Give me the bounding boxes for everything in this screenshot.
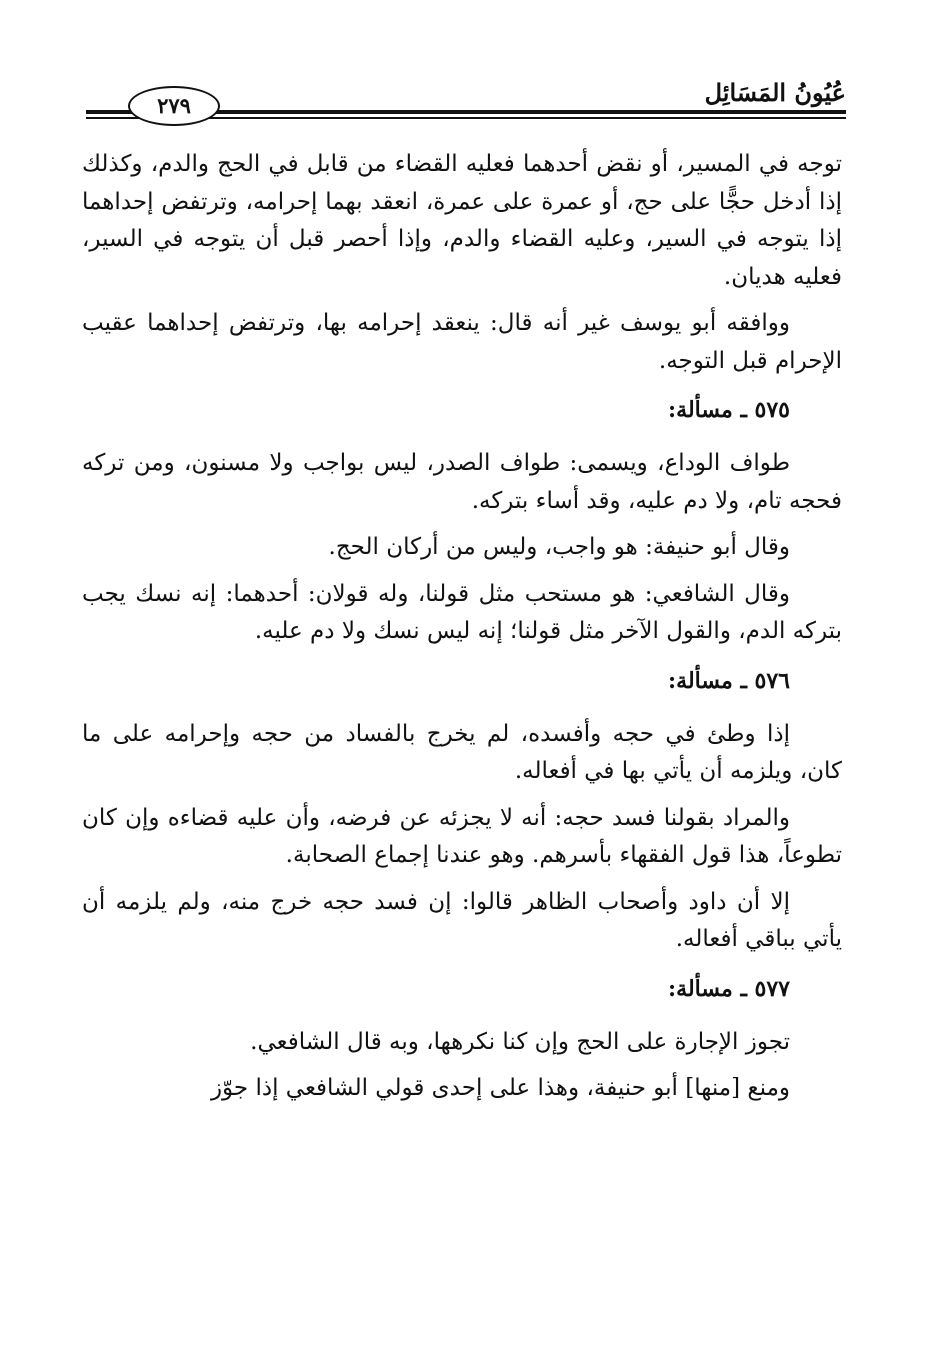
- page-body: [82, 146, 842, 1117]
- page-header: [86, 72, 846, 128]
- masala-heading-575: ٥٧٥ ـ مسألة:: [668, 397, 790, 423]
- paragraph: طواف الوداع، ويسمى: طواف الصدر، ليس بواجب ولا مسنون، ومن تركه فحجه تام، ولا دم عليه، وقد أساء بتركه.: [82, 450, 842, 514]
- paragraph-continued: توجه في المسير، أو نقض أحدهما فعليه القضاء من قابل في الحج والدم، وكذلك إذا أدخل حجًّا على حج، أو عمرة على عمرة، انعقد بهما إحرامه، وترتفض إحداهما إذا يتوجه في السير، وعليه القضاء والدم، وإذا أحصر قبل أن يتوجه في السير، فعليه هديان.: [82, 151, 842, 290]
- paragraph: تجوز الإجارة على الحج وإن كنا نكرهها، وبه قال الشافعي.: [250, 1028, 790, 1055]
- running-title: عُيُونُ المَسَائِل: [704, 78, 846, 107]
- paragraph: إذا وطئ في حجه وأفسده، لم يخرج بالفساد من حجه وإحرامه على ما كان، ويلزمه أن يأتي بها في أفعاله.: [82, 720, 842, 784]
- paragraph: إلا أن داود وأصحاب الظاهر قالوا: إن فسد حجه خرج منه، ولم يلزمه أن يأتي بباقي أفعاله.: [82, 888, 842, 952]
- masala-heading-576: ٥٧٦ ـ مسألة:: [668, 667, 790, 694]
- paragraph: وقال الشافعي: هو مستحب مثل قولنا، وله قولان: أحدهما: إنه نسك يجب بتركه الدم، والقول الآخر مثل قولنا؛ إنه ليس نسك ولا دم عليه.: [82, 580, 842, 644]
- paragraph: ووافقه أبو يوسف غير أنه قال: ينعقد إحرامه بها، وترتفض إحداهما عقيب الإحرام قبل التوجه.: [82, 310, 842, 374]
- paragraph: وقال أبو حنيفة: هو واجب، وليس من أركان الحج.: [328, 534, 790, 560]
- paragraph: ومنع [منها] أبو حنيفة، وهذا على إحدى قولي الشافعي إذا جوّز: [210, 1075, 790, 1101]
- paragraph: والمراد بقولنا فسد حجه: أنه لا يجزئه عن فرضه، وأن عليه قضاءه وإن كان تطوعاً، هذا قول الفقهاء بأسرهم. وهو عندنا إجماع الصحابة.: [82, 804, 842, 868]
- masala-heading-577: ٥٧٧ ـ مسألة:: [668, 975, 790, 1002]
- page-number: ٢٧٩: [128, 86, 220, 126]
